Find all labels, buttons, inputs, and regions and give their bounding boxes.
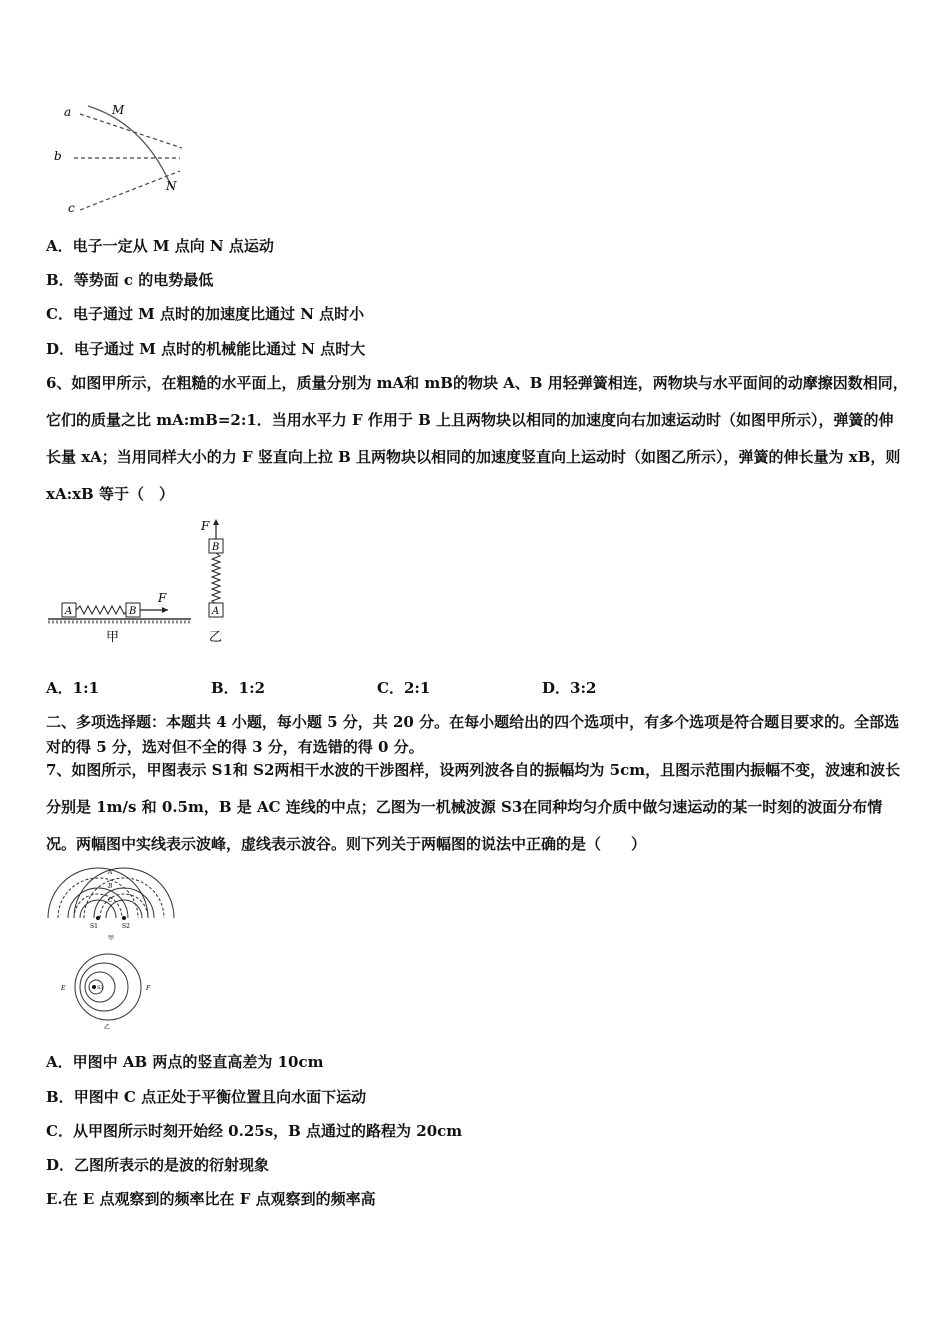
block-a-horizontal: A [65, 606, 73, 617]
caption-jia: 甲 [106, 630, 120, 645]
label-b: b [54, 149, 62, 163]
c-label: C [108, 897, 113, 904]
label-M: M [112, 103, 125, 117]
s3-label: S3 [97, 985, 104, 991]
q6-option-a: A．1:1 [46, 679, 100, 697]
q7-option-c: C．从甲图所示时刻开始经 0.25s，B 点通过的路程为 20cm [46, 1122, 463, 1140]
q5-option-d: D．电子通过 M 点时的机械能比通过 N 点时大 [46, 340, 366, 358]
spring-blocks-figure [46, 515, 246, 647]
caption-yi: 乙 [209, 630, 223, 645]
q6-option-b: B．1:2 [211, 679, 266, 697]
force-label-vertical: F [201, 519, 210, 533]
doppler-figure [58, 950, 168, 1030]
q7-question: 7、如图所示，甲图表示 S1和 S2两相干水波的干涉图样，设两列波各自的振幅均为 5cm，且图示范围内振幅不变，波速和波长分别是 1m/s 和 0.5m，B 是 AC 连线的中点；乙图为一机械波源 S3在同种均匀介质中做匀速运动的某一时刻的波面分布情况。两幅图中实线表示波峰，虚线表示波谷。则下列关于两幅图的说法中正确的是（ ） [46, 761, 901, 853]
q7-option-b: B．甲图中 C 点正处于平衡位置且向水面下运动 [46, 1088, 367, 1106]
cap-jia-7: 甲 [108, 935, 115, 942]
e-label: E [61, 985, 66, 992]
label-c: c [68, 201, 75, 215]
s1-label: S1 [90, 923, 98, 930]
label-a: a [64, 105, 72, 119]
section2-heading: 二、多项选择题：本题共 4 小题，每小题 5 分，共 20 分。在每小题给出的四个选项中，有多个选项是符合题目要求的。全部选对的得 5 分，选对但不全的得 3 分，有选错的得 0 分。 [46, 713, 900, 756]
label-N: N [166, 179, 177, 193]
block-a-vertical: A [212, 606, 220, 617]
q5-option-a: A．电子一定从 M 点向 N 点运动 [46, 237, 274, 255]
s2-label: S2 [122, 923, 130, 930]
q6-question: 6、如图甲所示，在粗糙的水平面上，质量分别为 mA和 mB的物块 A、B 用轻弹簧相连，两物块与水平面间的动摩擦因数相同，它们的质量之比 mA:mB=2:1．当用水平力 F 作用于 B 上且两物块以相同的加速度向右加速运动时（如图甲所示），弹簧的伸长量 xA；当用同样大小的力 F 竖直向上拉 B 且两物块以相同的加速度竖直向上运动时（如图乙所示），弹簧的伸长量为 xB，则 xA:xB 等于（ ） [46, 374, 908, 503]
f-label: F [146, 985, 151, 992]
force-label-horizontal: F [158, 591, 167, 605]
q5-option-b: B．等势面 c 的电势最低 [46, 271, 214, 289]
q7-option-e: E.在 E 点观察到的频率比在 F 点观察到的频率高 [46, 1190, 376, 1208]
q7-option-a: A．甲图中 AB 两点的竖直高差为 10cm [46, 1053, 324, 1071]
q6-option-d: D．3:2 [542, 679, 597, 697]
cap-yi-7: 乙 [104, 1024, 111, 1030]
q7-option-d: D．乙图所表示的是波的衍射现象 [46, 1156, 270, 1174]
interference-figure [44, 866, 179, 944]
b-label: B [108, 883, 113, 890]
equipotential-figure [50, 96, 200, 221]
block-b-horizontal: B [129, 606, 137, 617]
q5-option-c: C．电子通过 M 点时的加速度比通过 N 点时小 [46, 305, 365, 323]
block-b-vertical: B [212, 542, 220, 553]
a-label: A [108, 869, 113, 876]
q6-option-c: C．2:1 [377, 679, 431, 697]
